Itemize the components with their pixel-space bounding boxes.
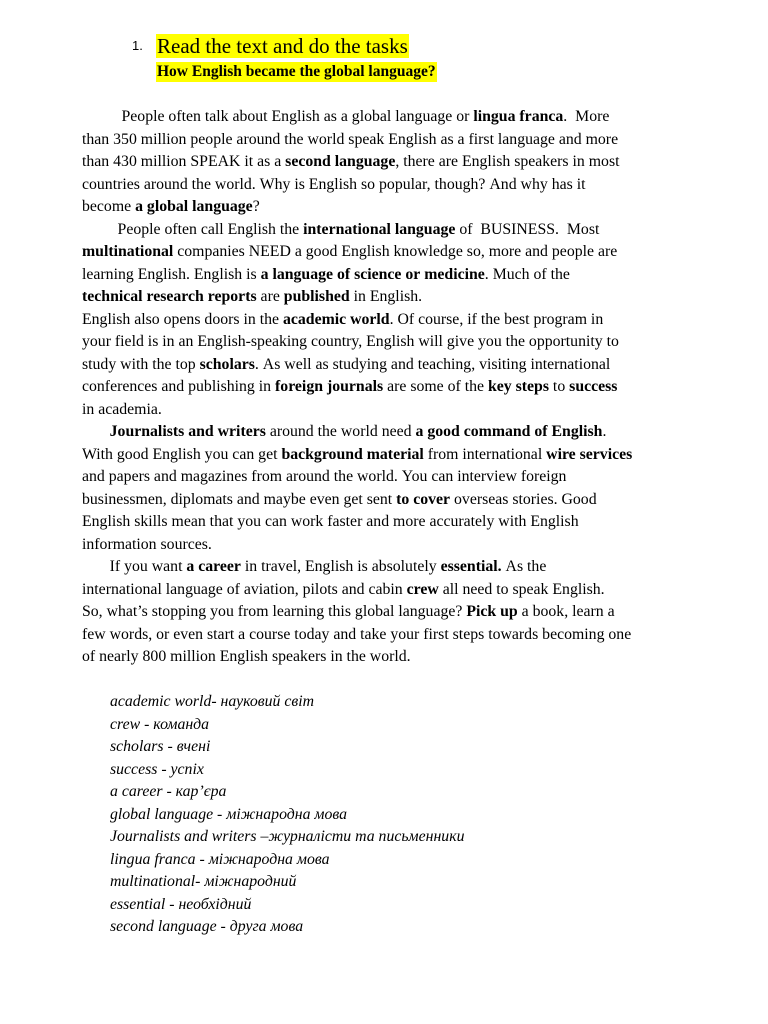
text-run: countries around the world. Why is English so popular, though? And why has it <box>82 175 586 193</box>
bold-term: multinational <box>82 243 174 260</box>
text-run: in academia. <box>82 400 162 418</box>
text-run: People often talk about English as a global language or <box>82 108 474 125</box>
bold-term: Journalists and writers <box>109 423 266 440</box>
text-line <box>82 646 722 669</box>
text-run: than 350 million people around the world speak English as a first language and more <box>82 130 619 148</box>
vocabulary-item: second language - друга мова <box>110 918 304 935</box>
text-run: If you want <box>82 558 187 575</box>
vocabulary-item: multinational- міжнародний <box>110 873 297 890</box>
text-run: , there are English speakers in most <box>395 153 620 170</box>
vocabulary-item: scholars - вчені <box>110 738 211 755</box>
text-run: international language of aviation, pilots and cabin <box>82 580 407 598</box>
text-run: to <box>548 378 570 395</box>
text-line <box>82 286 722 309</box>
bold-term: lingua franca <box>473 108 564 125</box>
text-run: become <box>82 198 136 215</box>
vocabulary-item: essential - необхідний <box>110 895 252 913</box>
text-run: all need to speak English. <box>438 580 605 598</box>
bold-term: published <box>283 288 350 305</box>
text-run: companies NEED a good English knowledge so, more and people are <box>173 243 618 260</box>
bold-term: wire services <box>546 445 633 463</box>
text-line <box>82 376 722 399</box>
text-line <box>82 241 722 264</box>
bold-term: foreign journals <box>275 378 384 395</box>
vocabulary-item: global language - міжнародна мова <box>110 805 348 823</box>
text-line <box>82 196 722 219</box>
bold-term: international language <box>303 220 456 238</box>
text-line <box>82 421 722 444</box>
text-run: than 430 million SPEAK it as a <box>82 153 286 170</box>
text-line <box>82 309 722 332</box>
text-run: in travel, English is absolutely <box>240 558 441 575</box>
text-line <box>82 354 722 377</box>
bold-term: a good command of English <box>415 423 603 440</box>
bold-term: Pick up <box>466 603 518 620</box>
bold-term: essential. <box>440 558 502 575</box>
text-line <box>82 399 722 422</box>
text-run: are <box>256 288 284 305</box>
text-run: . Much of the <box>484 265 570 283</box>
text-run: study with the top <box>82 355 200 373</box>
bold-term: technical research reports <box>82 288 257 305</box>
vocabulary-item: crew - команда <box>110 715 210 733</box>
text-run: . As well as studying and teaching, visiting international <box>254 355 611 373</box>
vocabulary-list <box>110 691 465 939</box>
text-run: from international <box>423 445 547 463</box>
reading-text <box>82 106 722 669</box>
text-line <box>82 174 722 197</box>
text-run: English also opens doors in the <box>82 310 283 328</box>
text-line <box>82 601 722 624</box>
bold-term: key steps <box>487 378 549 395</box>
text-run <box>82 423 110 440</box>
vocabulary-item: Journalists and writers –журналісти та письменники <box>110 828 465 845</box>
text-run: your field is in an English-speaking country, English will give you the opportunity to <box>82 333 619 350</box>
vocabulary-item: academic world- науковий світ <box>110 693 315 710</box>
text-line <box>82 466 722 489</box>
text-run: a book, learn a <box>517 603 615 620</box>
text-run: With good English you can get <box>82 445 282 463</box>
bold-term: background material <box>281 445 424 463</box>
text-run: learning English. English is <box>82 265 261 283</box>
text-run: conferences and publishing in <box>82 378 276 395</box>
vocabulary-item: lingua franca - міжнародна мова <box>110 850 330 868</box>
text-line <box>82 219 722 242</box>
text-line <box>82 624 722 647</box>
bold-term: a career <box>186 558 241 575</box>
vocabulary-item: success - успіх <box>110 760 204 778</box>
text-run: are some of the <box>383 378 488 395</box>
text-run: businessmen, diplomats and maybe even get sent <box>82 490 397 508</box>
bold-term: to cover <box>396 490 451 508</box>
bold-term: second language <box>285 153 396 170</box>
text-run: . More <box>563 108 610 125</box>
text-run: information sources. <box>82 535 212 553</box>
task-heading <box>132 34 409 59</box>
text-run: in English. <box>349 288 423 305</box>
text-run: . Of course, if the best program in <box>389 310 604 328</box>
text-run: and papers and magazines from around the world. You can interview foreign <box>82 468 567 485</box>
text-run: . <box>602 423 607 440</box>
text-run: ? <box>252 198 260 215</box>
bold-term: a language of science or medicine <box>260 265 485 283</box>
text-line <box>82 534 722 557</box>
text-run: around the world need <box>265 423 416 440</box>
vocabulary-item: a career - кар’єра <box>110 783 227 800</box>
text-subtitle: How English became the global language? <box>157 63 436 80</box>
text-run: People often call English the <box>82 220 304 238</box>
text-run: few words, or even start a course today and take your first steps towards becoming one <box>82 625 632 643</box>
text-line <box>82 129 722 152</box>
bold-term: a global language <box>135 198 253 215</box>
bold-term: scholars <box>199 355 255 373</box>
text-line <box>82 264 722 287</box>
bold-term: success <box>569 378 618 395</box>
bold-term: academic world <box>282 310 390 328</box>
text-line <box>82 331 722 354</box>
text-line <box>82 489 722 512</box>
text-run: of BUSINESS. Most <box>455 220 600 238</box>
text-line <box>82 511 722 534</box>
text-line <box>82 106 722 129</box>
text-line <box>82 579 722 602</box>
text-line <box>82 151 722 174</box>
list-number: 1. <box>132 38 143 53</box>
task-title: Read the text and do the tasks <box>157 34 408 58</box>
text-line <box>82 444 722 467</box>
bold-term: crew <box>406 580 439 598</box>
text-line <box>82 556 722 579</box>
text-run: of nearly 800 million English speakers in the world. <box>82 648 411 665</box>
text-run: As the <box>501 558 547 575</box>
text-run: So, what’s stopping you from learning this global language? <box>82 603 467 620</box>
text-run: English skills mean that you can work faster and more accurately with English <box>82 513 579 530</box>
text-run: overseas stories. Good <box>450 490 597 508</box>
